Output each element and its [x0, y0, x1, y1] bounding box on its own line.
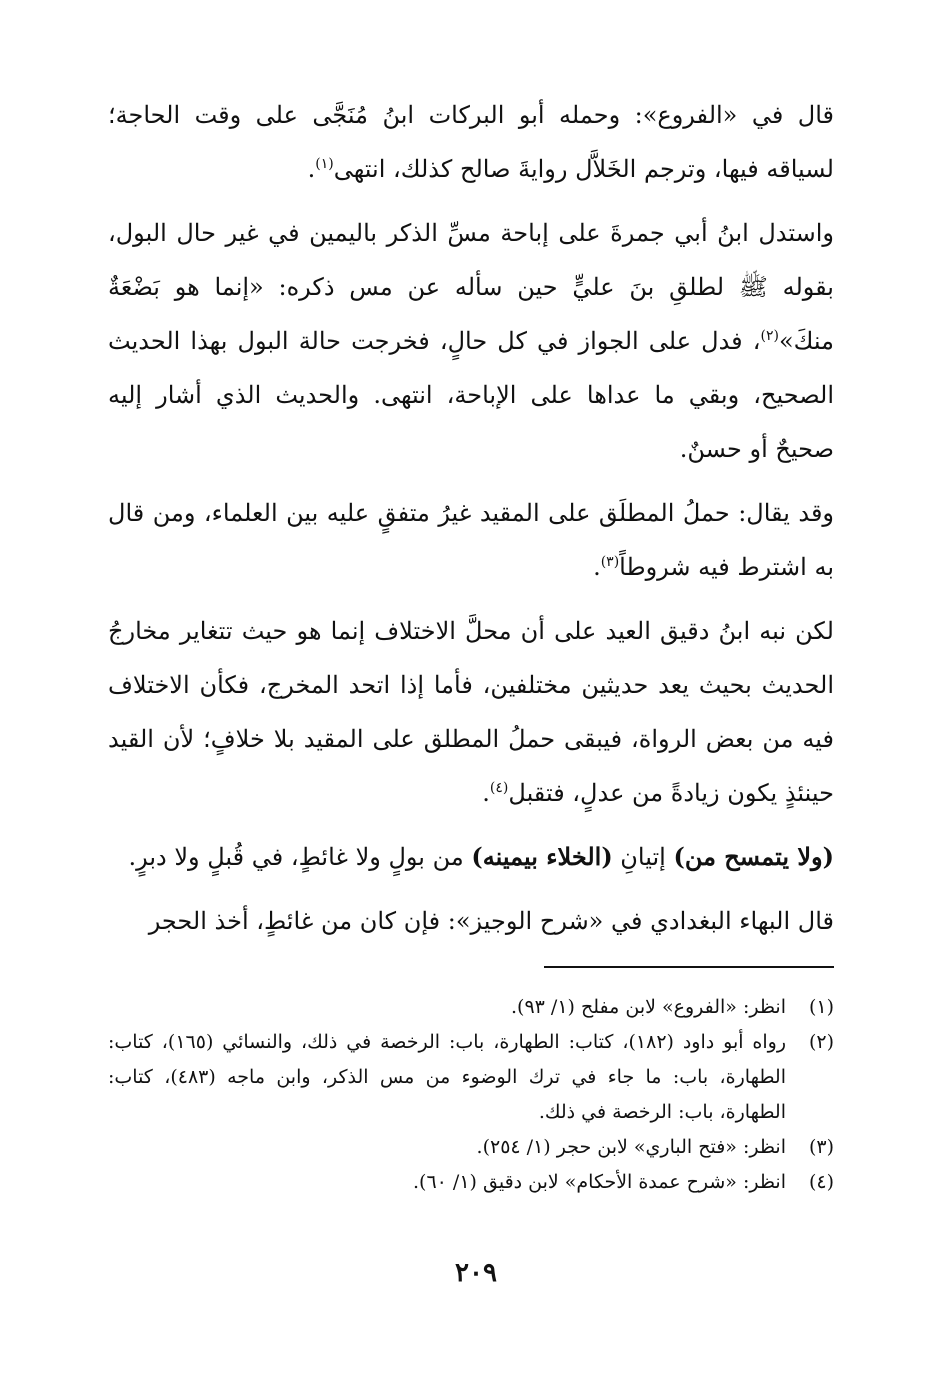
paragraph-tail: .: [482, 779, 490, 807]
paragraph-text: لكن نبه ابنُ دقيق العيد على أن محلَّ الاختلاف إنما هو حيث تتغاير مخارجُ الحديث بحيث يعد حديثين مختلفين، فأما إذا اتحد المخرج، فكأن الاختلاف فيه من بعض الرواة، فيبقى حملُ المطلق على المقيد بلا خلافٍ؛ لأن القيد حينئذٍ يكون زيادةً من عدلٍ، فتقبل: [108, 617, 834, 807]
footnote-ref-4[interactable]: (٤): [489, 780, 509, 796]
paragraph-mutlaq-muqayyad: [108, 486, 834, 594]
footnote-ref-2[interactable]: (٢): [760, 328, 779, 344]
paragraph-furu: [108, 88, 834, 196]
footnote-text: انظر: «الفروع» لابن مفلح (١/ ٩٣).: [510, 996, 786, 1018]
footnote-4: [108, 1165, 834, 1200]
paragraph-text: قال في «الفروع»: وحمله أبو البركات ابنُ مُنَجَّى على وقت الحاجة؛ لسياقه فيها، وترجم الخَلاَّل روايةَ صالح كذلك، انتهى: [108, 101, 834, 183]
page-number: ٢٠٩: [455, 1258, 497, 1288]
footnote-2: [108, 1025, 834, 1130]
footnote-number: (١): [808, 996, 834, 1018]
paragraph-text: وقد يقال: حملُ المطلَق على المقيد غيرُ متفقٍ عليه بين العلماء، ومن قال به اشترط فيه شروطاً: [108, 499, 834, 581]
paragraph-text: واستدل ابنُ أبي جمرةَ على إباحة مسِّ الذكر باليمين في غير حال البول، بقوله ﷺ لطلقِ بنَ عليٍّ حين سأله عن مس ذكره: «إنما هو بَضْعَةٌ منكَ»: [108, 219, 834, 355]
commentary-text: إتيانِ: [612, 843, 674, 871]
paragraph-tail: ، فدل على الجواز في كل حالٍ، فخرجت حالة البول بهذا الحديث الصحيح، وبقي ما عداها على الإباحة، انتهى. والحديث الذي أشار إليه صحيحٌ أو حسنٌ.: [108, 327, 834, 463]
footnote-1: [108, 990, 834, 1025]
matn-phrase: (ولا يتمسح من): [673, 842, 834, 871]
footnote-text: رواه أبو داود (١٨٢)، كتاب: الطهارة، باب: الرخصة في ذلك، والنسائي (١٦٥)، كتاب: الطهارة، باب: ما جاء في ترك الوضوء من مس الذكر، وابن ماجه (٤٨٣)، كتاب: الطهارة، باب: الرخصة في ذلك.: [108, 1031, 786, 1123]
paragraph-matn: [108, 830, 834, 884]
footnotes: [108, 990, 834, 1200]
footnote-number: (٣): [808, 1136, 834, 1158]
footnote-divider: [544, 966, 834, 968]
footnote-number: (٢): [808, 1031, 834, 1053]
footnote-ref-3[interactable]: (٣): [600, 554, 620, 570]
footnote-text: انظر: «شرح عمدة الأحكام» لابن دقيق (١/ ٦٠).: [412, 1171, 786, 1193]
matn-phrase: (الخلاء بيمينه): [471, 842, 613, 871]
paragraph-text: قال البهاء البغدادي في «شرح الوجيز»: فإن كان من غائطٍ، أخذ الحجر: [148, 907, 834, 935]
footnote-text: انظر: «فتح الباري» لابن حجر (١/ ٢٥٤).: [476, 1136, 786, 1158]
footnote-number: (٤): [808, 1171, 834, 1193]
paragraph-ibn-abi-jamra: [108, 206, 834, 476]
paragraph-ibn-daqiq: [108, 604, 834, 820]
footnote-3: [108, 1130, 834, 1165]
paragraph-tail: .: [593, 553, 601, 581]
main-text: [108, 88, 834, 958]
commentary-text: من بولٍ ولا غائطٍ، في قُبلٍ ولا دبرٍ.: [128, 843, 472, 871]
paragraph-tail: .: [307, 155, 316, 183]
footnote-ref-1[interactable]: (١): [315, 156, 334, 172]
paragraph-bahaa: [108, 894, 834, 948]
